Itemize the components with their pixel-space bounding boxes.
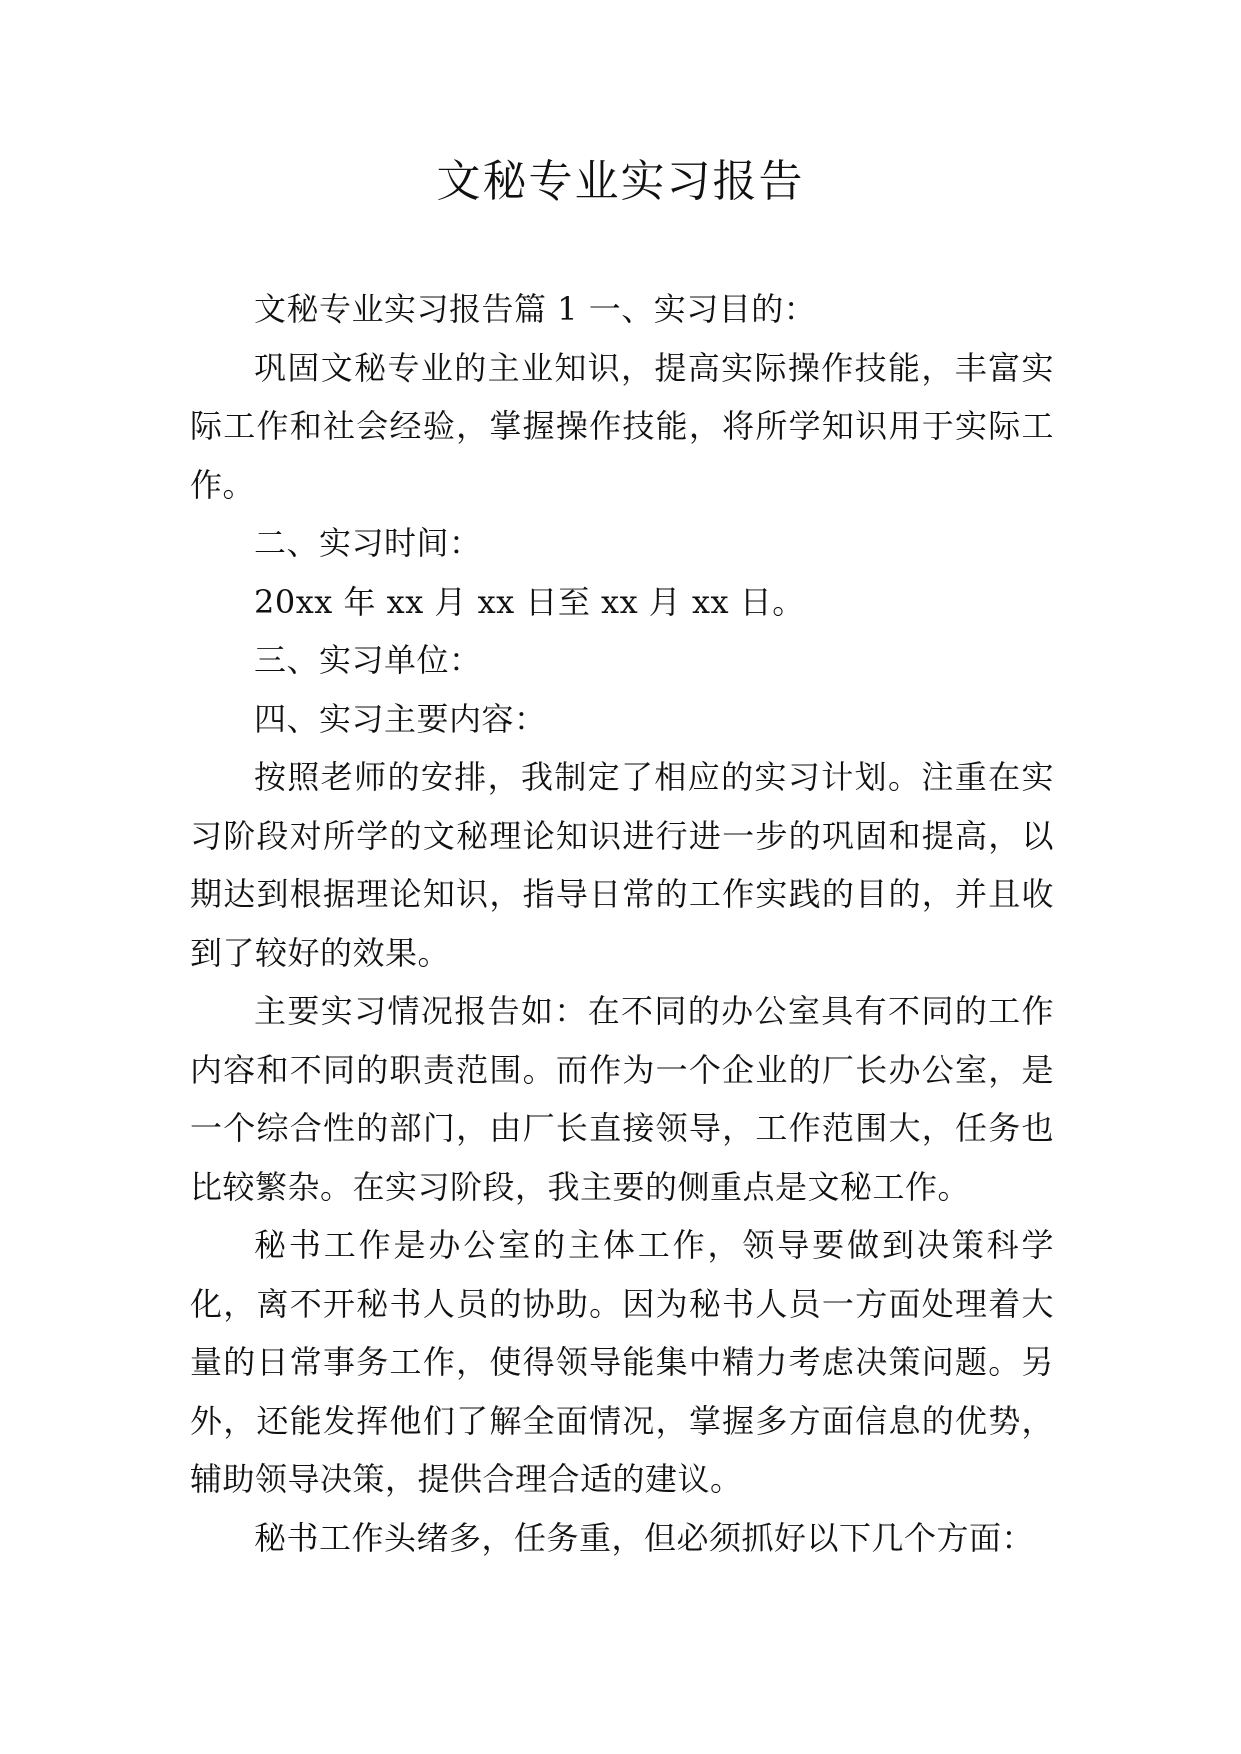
paragraph-unit-heading: 三、实习单位： — [254, 641, 482, 679]
paragraph-time-heading: 二、实习时间： — [254, 524, 482, 562]
paragraph-purpose: 巩固文秘专业的主业知识，提高实际操作技能，丰富实际工作和社会经验，掌握操作技能，将所学知识用于实际工作。 — [190, 348, 1054, 504]
paragraph-secretary-work: 秘书工作是办公室的主体工作，领导要做到决策科学化，离不开秘书人员的协助。因为秘书人员一方面处理着大量的日常事务工作，使得领导能集中精力考虑决策问题。另外，还能发挥他们了解全面情况，掌握多方面信息的优势，辅助领导决策，提供合理合适的建议。 — [190, 1226, 1054, 1498]
paragraph-key-points: 秘书工作头绪多，任务重，但必须抓好以下几个方面： — [254, 1518, 1035, 1557]
document-title: 文秘专业实习报告 — [436, 156, 805, 207]
paragraph-plan: 按照老师的安排，我制定了相应的实习计划。注重在实习阶段对所学的文秘理论知识进行进一步的巩固和提高，以期达到根据理论知识，指导日常的工作实践的目的，并且收到了较好的效果。 — [190, 758, 1054, 972]
paragraph-report: 主要实习情况报告如：在不同的办公室具有不同的工作内容和不同的职责范围。而作为一个企业的厂长办公室，是一个综合性的部门，由厂长直接领导，工作范围大，任务也比较繁杂。在实习阶段，我主要的侧重点是文秘工作。 — [190, 992, 1054, 1206]
paragraph-time: 20xx 年 xx 月 xx 日至 xx 月 xx 日。 — [254, 582, 805, 621]
paragraph-section-intro: 文秘专业实习报告篇 1 一、实习目的： — [254, 290, 817, 328]
paragraph-content-heading: 四、实习主要内容： — [254, 699, 547, 738]
document-body — [190, 280, 1054, 1567]
